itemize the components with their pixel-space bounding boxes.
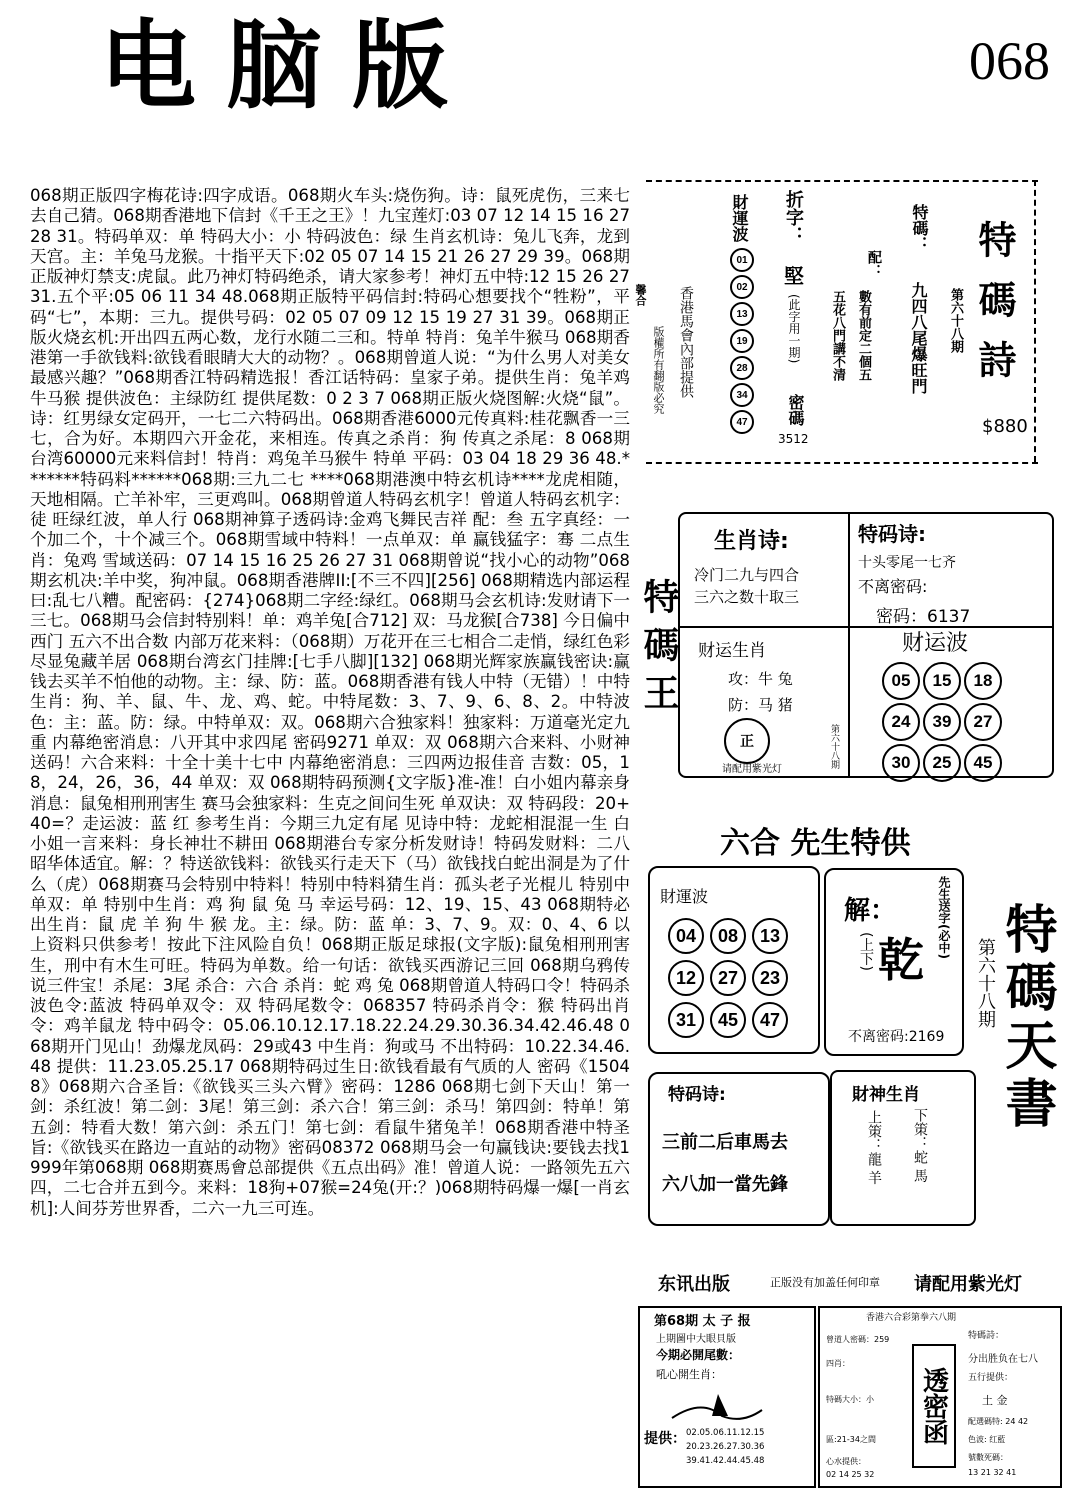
mini-left4: 區:21-34之間: [826, 1435, 876, 1444]
number-circle: 47: [730, 410, 754, 434]
mini-left5: 心水提供：: [826, 1457, 866, 1466]
zodiac-poem-l1: 冷门二九与四合: [694, 566, 800, 584]
mini-left5-nums: 02 14 25 32: [826, 1470, 875, 1479]
match-text-2: 五花八門講不清: [830, 290, 845, 381]
provider-note: 香港馬會內部提供: [678, 286, 694, 398]
explain-sub: (上下): [858, 932, 874, 971]
number-circle: 13: [730, 302, 754, 326]
god-box: [830, 1070, 976, 1226]
prince-nums: 02.05.06.11.12.15 20.23.26.27.30.36 39.41.42.44.45.48: [686, 1428, 765, 1466]
mini-title: 香港六合彩第拳六八期: [866, 1313, 957, 1323]
mini-center: 透密函: [912, 1344, 956, 1468]
number-circle: 30: [882, 744, 920, 782]
tianshu-wave-box: [648, 866, 820, 1054]
prince-title: 第68期 太 子 报: [654, 1314, 751, 1329]
king-issue: 第六十八期: [829, 724, 839, 769]
prince-provide: 提供：: [644, 1431, 686, 1447]
number-circle: 25: [923, 744, 961, 782]
boat-illustration: [662, 1388, 772, 1428]
mini-right5: 配選碼特: 24 42: [968, 1417, 1029, 1426]
lower-strategy: 下策：蛇 馬: [912, 1108, 928, 1183]
split-label: 折字：: [783, 190, 804, 244]
poem-box: [632, 176, 1048, 466]
number-circle: 39: [923, 703, 961, 741]
tianshu-side-title: 特碼天書: [996, 902, 1057, 1134]
number-circle: 13: [752, 918, 788, 954]
number-circle: 12: [668, 960, 704, 996]
zodiac-poem-title: 生肖诗:: [714, 529, 789, 554]
sender-note: 先生送字(必中): [937, 876, 951, 959]
prince-l2: 今期必開尾數：: [656, 1348, 741, 1362]
nonsecret-code: 不离密码:2169: [848, 1029, 945, 1045]
footer-note: 正版没有加盖任何印章: [770, 1276, 880, 1289]
secret-line: 密码：6137: [876, 607, 971, 627]
main-char: 乾: [878, 933, 924, 987]
number-circle: 34: [730, 383, 754, 407]
poem-title: 特碼詩: [972, 220, 1017, 400]
tianshu-explain-box: [824, 868, 964, 1056]
tianshu-poem-l1: 三前二后車馬去: [662, 1132, 788, 1153]
wave-label: 財運波: [730, 194, 749, 242]
zodiac-poem-l2: 三六之数十取三: [694, 588, 800, 606]
number-circle: 19: [730, 329, 754, 353]
secret-number: 3512: [778, 432, 809, 446]
period-label: 第六十八期: [948, 288, 963, 353]
attack-zodiac: 攻：牛 兔: [728, 670, 793, 688]
luck-zodiac-title: 财运生肖: [698, 641, 766, 661]
tianshu-banner: 六合 先生特供: [720, 826, 911, 861]
number-circle: 15: [923, 662, 961, 700]
king-box: [678, 512, 1054, 778]
mini-right7: 號數死碼：: [968, 1453, 1008, 1462]
king-side-title: 特碼王: [638, 578, 680, 722]
number-circle: 05: [882, 662, 920, 700]
main-text-block: 068期正版四字梅花诗:四字成语。068期火车头:烧伤狗。诗：鼠死虎伤，三来七去自己猜。068期香港地下信封《千王之王》！九宝莲灯:03 07 12 14 15 16 27 28 31。特码单双：单 特码大小：小 特码波色：绿 生肖玄机诗：兔儿飞奔，龙到天宫。主：羊兔马龙猴。十指平天下:02 05 07 14 15 21 26 27 29 39。068期正版神灯禁支:虎鼠。此乃神灯特码绝杀，请大家参考！神灯五中特:12 15 26 27 31.五个平:05 06 11 34 48.068期正版特平码信封:特码心想要找个“牲粉”，平码“七”，本期：三九。提供号码：02 05 07 09 12 15 19 27 31 39。068期正版火烧玄机:开出四五两心数，龙行水随二三和。特单 特肖：兔羊牛猴马 068期香港第一手欲钱料:欲钱看眼睛大大的动物？。068期曾道人说：“为什么男人对美女最感兴趣？”068期香江特码精选报！香江话特码：皇家子弟。提供生肖：兔羊鸡牛马猴 提供波色：主绿防红 提供尾数：0 2 3 7 068期正版火烧图解:火烧“鼠”。诗：红男绿女定码开，一七二六特码出。068期香港6000元传真料:桂花飘香一三七，合为好。本期四六开金花，来相连。传真之杀肖：狗 传真之杀尾：8 068期台湾60000元来料信封！特肖：鸡兔羊马猴牛 特单 平码：03 04 18 29 36 48.*******特码料******068期:三九二七 ****068期港澳中特玄机诗****龙虎相随，天地相隔。亡羊补牢，三更鸡叫。068期曾道人特码玄机字！曾道人特码玄机字：徒 旺绿红波，单人行 068期神算子透码诗:金鸡飞舞民吉祥 配：叁 五字真经：一个加二个，十个减三个。068期雪域中特料！一点单双：单 赢钱猛字：骞 二点生肖：兔鸡 雪域送码：07 14 15 16 25 26 27 31 068期曾说“找小心的动物”068期玄机决:羊中奖，狗冲鼠。068期香港牌II:[不三不四][256] 068期精选内部运程曰:乱七八糟。配密码：{274}068期二字经:绿红。068期马会玄机诗:发财请下一三七。068期马会信封特别料！单：鸡羊兔[合712] 双：马龙猴[合738] 今日偏中西门 五六不出合数 内部万花来料：（068期）万花开在三七相合二走悄，绿红色彩尽显兔藏羊居 068期台湾玄门挂牌:[七手八脚][132] 068期光辉家族赢钱密诀:赢钱去买羊不怕他的动物。主：绿、防：蓝。068期香港有钱人中特（无错）！中特生肖：狗、羊、鼠、牛、龙、鸡、蛇。中特尾数：3、7、9、6、8、2。中特波色：主：蓝。防：绿。中特单双：双。068期六合独家料！独家料：万道毫光定九重 内幕绝密消息：八开其中求四尾 密码9271 单双：双 068期六合来料、小财神送码！六合来料：十全十美十七中 内幕绝密消息：三四两边报佳音 吉数：05，18，24，26，36，44 单双：双 068期特码预测{文字版}准-准！白小姐内幕亲身消息：鼠兔相刑刑害生 赛马会独家料：生克之间问生死 单双诀：双 特码段：20+40=？走运波：蓝 红 参考生肖：今期三九定有尾 见诗中特：龙蛇相混混一生 白小姐一言来料：身长神壮不耕田 068期港台专家分析发财诗！特码发财料：二八昭华体适宜。解：？特送欲钱料：欲钱买行走天下（马）欲钱找白蛇出洞是为了什么（虎）068期赛马会特别中特料！特别中特料猜生肖：孤头老子光棍儿 特别中单双：单 特别中生肖：鸡 狗 鼠 兔 马 幸运号码：12、19、15、43 068期特必出生肖：鼠 虎 羊 狗 牛 猴 龙。主：绿。防：蓝 单：3、7、9。双：0、4、6 以上资料只供参考！按此下注风险自负！068期正版足球报(文字版):鼠兔相刑刑害生，刑中有木生可旺。特码为单数。给一句话：欲钱买西游记三回 068期乌鸦传说三件宝！杀尾：3尾 杀合：六合 杀肖：蛇 鸡 兔 068期曾道人特码口令！特码杀波色令:蓝波 特码单双令：双 特码尾数令：068357 特码杀肖令：猴 特码出肖令：鸡羊鼠龙 特中码令：05.06.10.12.17.18.22.24.29.30.36.34.42.46.48 068期开门见山！劲爆龙凤码：29或43 中生肖：狗或马 不出特码：10.22.34.46.48 提供：11.23.05.25.17 068期特码过生日:欲钱看最有气质的人 密码《15048》068期六合圣旨:《欲钱买三头六臂》密码：1286 068期七剑下天山！第一剑：杀红波！第二剑：3尾！第三剑：杀六合！第三剑：杀马！第四剑：特单！第五剑：特看大数！第六剑：杀五门！第七剑：看鼠牛猪兔羊！068期香港中特圣旨:《欲钱买在路边一直站的动物》密码08372 068期马会一句赢钱诀:要钱去找1999年第068期 068期赛馬會总部提供《五点出码》准！曾道人说：一路领先五六四，二七合并五到今。来料：18狗+07猴=24兔(开:？)068期特码爆一爆[一肖玄机]:人间芬芳世界香，二六一九三可连。: [30, 186, 630, 1218]
nonsecret-label: 不离密码:: [858, 577, 928, 596]
mini-right7-nums: 13 21 32 41: [968, 1468, 1017, 1477]
tianshu-period: 第六十八期: [975, 938, 996, 1028]
mini-left3: 特碼大小：小: [826, 1395, 874, 1404]
tianshu-wave-label: 財運波: [660, 887, 709, 906]
prince-l1: 上期圖中大眼貝版: [656, 1334, 736, 1345]
mini-left2: 四肖：: [826, 1359, 850, 1368]
issue-number: 068: [969, 31, 1050, 91]
mini-right6: 色波: 红藍: [968, 1435, 1006, 1444]
uv-note: 请配用紫光灯: [722, 764, 782, 775]
tianshu-poem-l2: 六八加一當先鋒: [662, 1174, 788, 1195]
price: $880: [982, 416, 1028, 437]
match-text: 數有前定二個五: [856, 290, 871, 381]
defend-zodiac: 防：马 猪: [728, 696, 793, 714]
tianshu-poem-box: [648, 1072, 830, 1226]
number-circle: 27: [710, 960, 746, 996]
number-circle: 01: [730, 248, 754, 272]
split-note: (此字用一期): [787, 294, 801, 364]
upper-strategy: 上策：龍 羊: [866, 1110, 882, 1185]
rights-note: 版權所有翻版必究: [652, 326, 665, 414]
mini-right1: 特碼詩：: [968, 1331, 1005, 1341]
number-circle: 08: [710, 918, 746, 954]
mini-left1: 曾道人密碼：259: [826, 1335, 890, 1344]
number-circle: 02: [730, 275, 754, 299]
match-label: 配：: [866, 250, 882, 278]
number-circle: 45: [710, 1002, 746, 1038]
explain-label: 解：: [844, 896, 897, 926]
page-title: 电脑版: [100, 9, 478, 122]
stamp-text: 正: [740, 733, 754, 749]
mini-right4: 土 金: [982, 1394, 1008, 1407]
mini-right3: 五行提供：: [968, 1373, 1014, 1383]
number-circle: 27: [964, 703, 1002, 741]
tianshu-poem-title: 特码诗:: [668, 1085, 726, 1105]
prince-image: [662, 1388, 772, 1428]
mini-box: [818, 1306, 1062, 1488]
special-text: 九四八尾爆旺門: [909, 282, 928, 394]
number-circle: 04: [668, 918, 704, 954]
number-circle: 47: [752, 1002, 788, 1038]
number-circle: 31: [668, 1002, 704, 1038]
special-poem-l1: 十头零尾一七齐: [858, 555, 956, 571]
number-circle: 23: [752, 960, 788, 996]
footer-uv: 请配用紫光灯: [914, 1274, 1022, 1295]
secret-label: 密碼: [786, 394, 805, 426]
footer-publisher: 东讯出版: [658, 1274, 730, 1295]
split-char: 堅: [784, 264, 804, 288]
special-poem-title: 特码诗:: [858, 522, 926, 546]
mini-right2: 分出胜负在七八: [968, 1354, 1038, 1365]
number-circle: 18: [964, 662, 1002, 700]
stamp-seal: [724, 718, 770, 764]
publisher-mark: 馨合: [634, 284, 647, 306]
wave-title: 财运波: [902, 631, 969, 656]
god-title: 財神生肖: [852, 1085, 920, 1105]
number-circle: 28: [730, 356, 754, 380]
number-circle: 45: [964, 744, 1002, 782]
prince-box: [638, 1306, 816, 1488]
prince-l3: 吼心開生肖：: [656, 1368, 722, 1381]
special-label: 特碼：: [910, 204, 929, 252]
number-circle: 24: [882, 703, 920, 741]
